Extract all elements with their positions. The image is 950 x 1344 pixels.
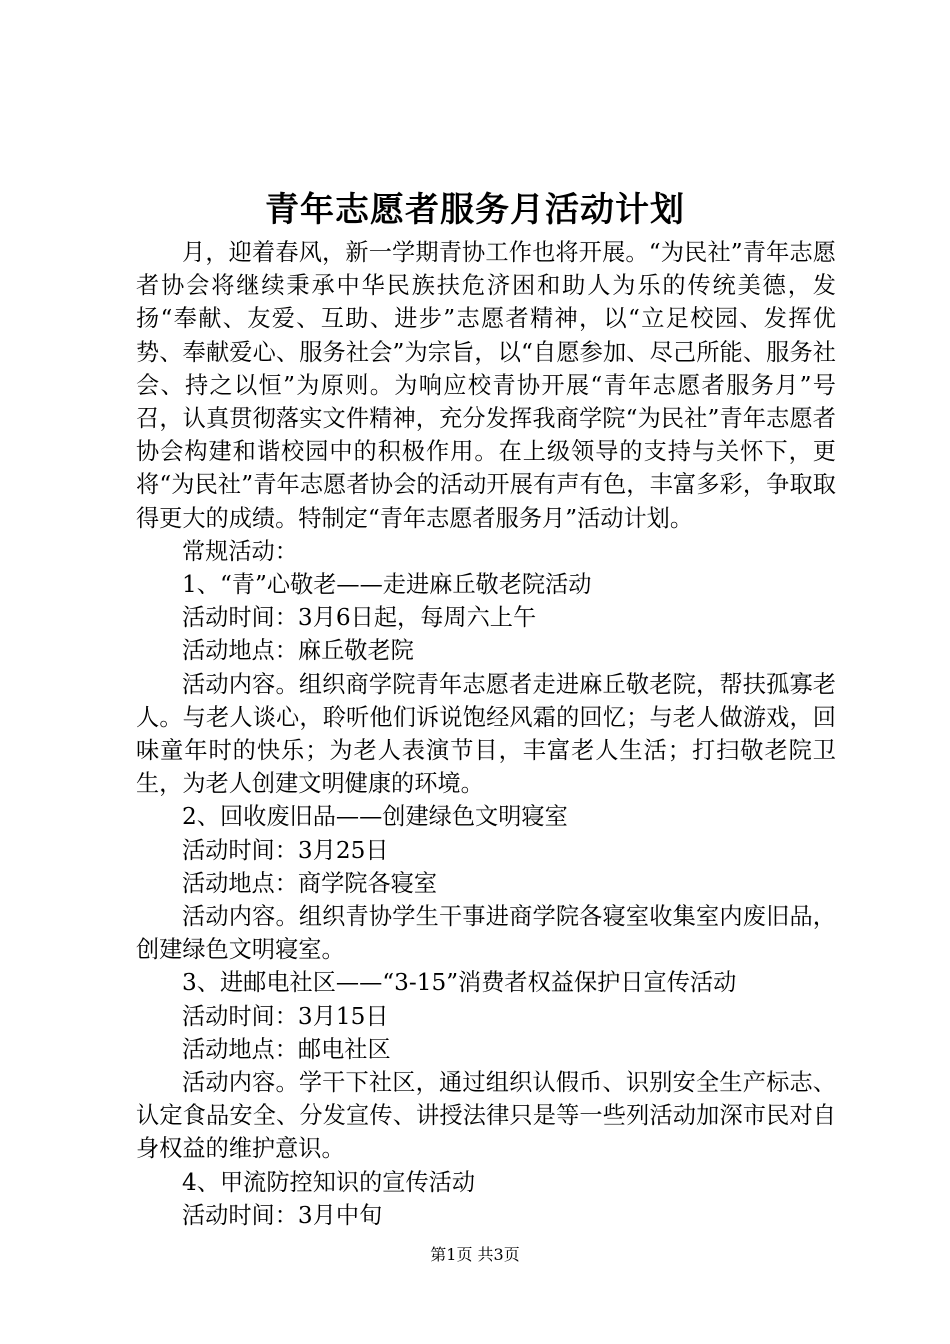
activity-3-time: 活动时间：3月15日 xyxy=(182,1002,389,1030)
activity-2-location: 活动地点：商学院各寝室 xyxy=(182,869,438,897)
activity-2-heading: 2、回收废旧品——创建绿色文明寝室 xyxy=(182,803,568,831)
activity-3-heading: 3、进邮电社区——“3-15”消费者权益保护日宣传活动 xyxy=(182,969,737,997)
activity-1-location: 活动地点：麻丘敬老院 xyxy=(182,637,414,665)
activity-3-location: 活动地点：邮电社区 xyxy=(182,1035,391,1063)
document-body xyxy=(136,236,836,1232)
activity-2-time: 活动时间：3月25日 xyxy=(182,836,389,864)
activity-3-content: 活动内容。学干下社区，通过组织认假币、识别安全生产标志、认定食品安全、分发宣传、讲授法律只是等一些列活动加深市民对自身权益的维护意识。 xyxy=(136,1069,836,1163)
activity-4-time: 活动时间：3月中旬 xyxy=(182,1201,383,1229)
activity-2-content: 活动内容。组织青协学生干事进商学院各寝室收集室内废旧品，创建绿色文明寝室。 xyxy=(136,903,836,964)
activity-1-time: 活动时间：3月6日起，每周六上午 xyxy=(182,604,537,632)
activity-1-heading: 1、“青”心敬老——走进麻丘敬老院活动 xyxy=(182,571,592,599)
activity-4-heading: 4、甲流防控知识的宣传活动 xyxy=(182,1168,476,1196)
document-title: 青年志愿者服务月活动计划 xyxy=(265,190,685,230)
activity-1-content: 活动内容。组织商学院青年志愿者走进麻丘敬老院，帮扶孤寡老人。与老人谈心，聆听他们诉说饱经风霜的回忆；与老人做游戏，回味童年时的快乐；为老人表演节目，丰富老人生活；打扫敬老院卫生，为老人创建文明健康的环境。 xyxy=(136,670,836,798)
paragraph-intro: 月，迎着春风，新一学期青协工作也将开展。“为民社”青年志愿者协会将继续秉承中华民族扶危济困和助人为乐的传统美德，发扬“奉献、友爱、互助、进步”志愿者精神，以“立足校园、发挥优势、奉献爱心、服务社会”为宗旨，以“自愿参加、尽己所能、服务社会、持之以恒”为原则。为响应校青协开展“青年志愿者服务月”号召，认真贯彻落实文件精神，充分发挥我商学院“为民社”青年志愿者协会构建和谐校园中的积极作用。在上级领导的支持与关怀下，更将“为民社”青年志愿者协会的活动开展有声有色，丰富多彩，争取取得更大的成绩。特制定“青年志愿者服务月”活动计划。 xyxy=(136,239,836,532)
paragraph-regular-activities: 常规活动： xyxy=(182,537,298,565)
page-number-footer: 第1页 共3页 xyxy=(430,1245,520,1264)
